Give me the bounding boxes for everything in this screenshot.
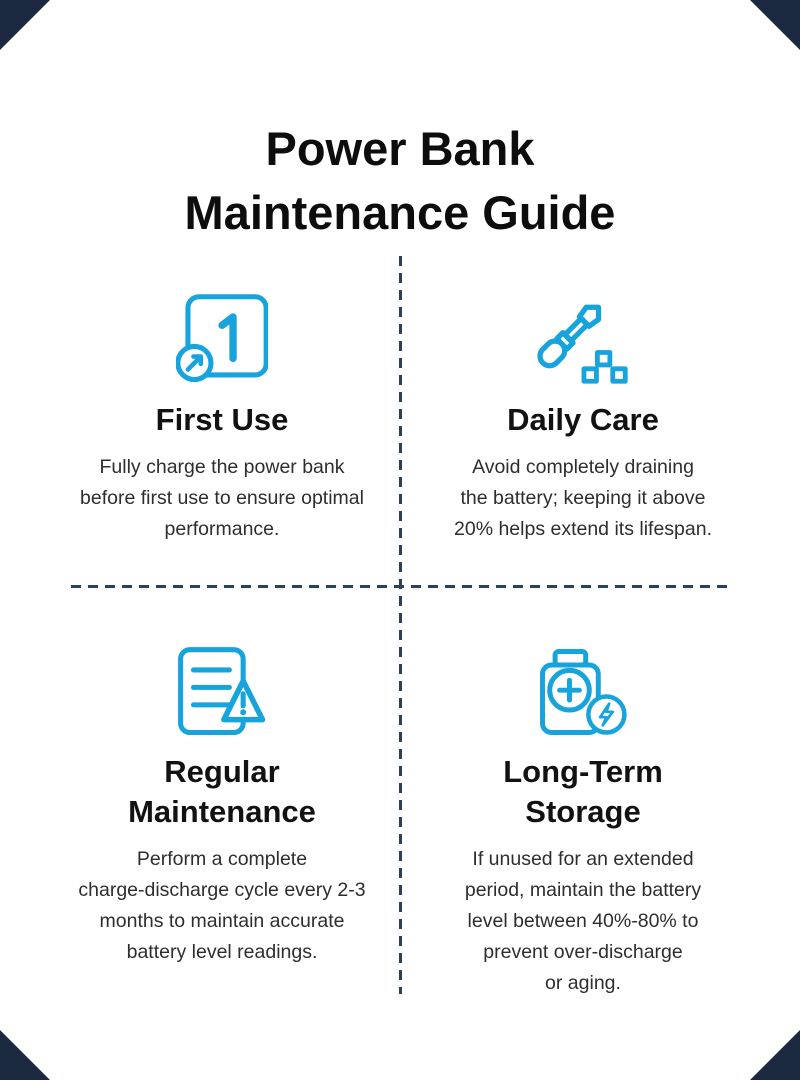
page-title bbox=[0, 117, 800, 245]
description-line: charge-discharge cycle every 2-3 bbox=[78, 879, 366, 901]
section-title bbox=[411, 400, 755, 440]
page-title-line1: Power Bank bbox=[265, 122, 535, 176]
document-warning-icon bbox=[50, 642, 394, 742]
corner-triangle-top-left bbox=[0, 0, 50, 50]
section-description bbox=[50, 844, 394, 968]
section-title-line: Maintenance bbox=[128, 794, 316, 829]
corner-triangle-bottom-left bbox=[0, 1030, 50, 1080]
description-line: battery level readings. bbox=[126, 941, 318, 963]
section-daily-care bbox=[411, 290, 755, 545]
section-description bbox=[50, 452, 394, 545]
section-title-line: First Use bbox=[155, 402, 289, 437]
page-title-line2: Maintenance Guide bbox=[184, 186, 616, 240]
description-line: Avoid completely draining bbox=[472, 456, 694, 478]
description-line: or aging. bbox=[545, 972, 621, 994]
description-line: period, maintain the battery bbox=[464, 879, 702, 901]
corner-triangle-top-right bbox=[750, 0, 800, 50]
section-title-line: Long-Term bbox=[503, 754, 663, 789]
section-title bbox=[50, 752, 394, 832]
section-title-line: Daily Care bbox=[507, 402, 659, 437]
section-description bbox=[411, 452, 755, 545]
section-title-line: Storage bbox=[525, 794, 641, 829]
description-line: performance. bbox=[164, 518, 280, 540]
section-first-use bbox=[50, 290, 394, 545]
description-line: Fully charge the power bank bbox=[99, 456, 345, 478]
description-line: the battery; keeping it above bbox=[460, 487, 706, 509]
vertical-dashed-divider bbox=[399, 256, 402, 994]
battery-plus-bolt-icon bbox=[411, 642, 755, 742]
section-description bbox=[411, 844, 755, 999]
section-title bbox=[411, 752, 755, 832]
number-one-first-use-icon bbox=[50, 290, 394, 390]
horizontal-dashed-divider bbox=[71, 585, 730, 588]
description-line: level between 40%-80% to bbox=[467, 910, 699, 932]
corner-triangle-bottom-right bbox=[750, 1030, 800, 1080]
description-line: before first use to ensure optimal bbox=[80, 487, 364, 509]
description-line: 20% helps extend its lifespan. bbox=[454, 518, 712, 540]
description-line: If unused for an extended bbox=[472, 848, 694, 870]
section-title-line: Regular bbox=[164, 754, 280, 789]
screwdriver-icon bbox=[411, 290, 755, 390]
description-line: prevent over-discharge bbox=[483, 941, 683, 963]
section-long-term-storage bbox=[411, 642, 755, 999]
section-title bbox=[50, 400, 394, 440]
section-regular-maintenance bbox=[50, 642, 394, 968]
description-line: Perform a complete bbox=[136, 848, 308, 870]
description-line: months to maintain accurate bbox=[99, 910, 345, 932]
